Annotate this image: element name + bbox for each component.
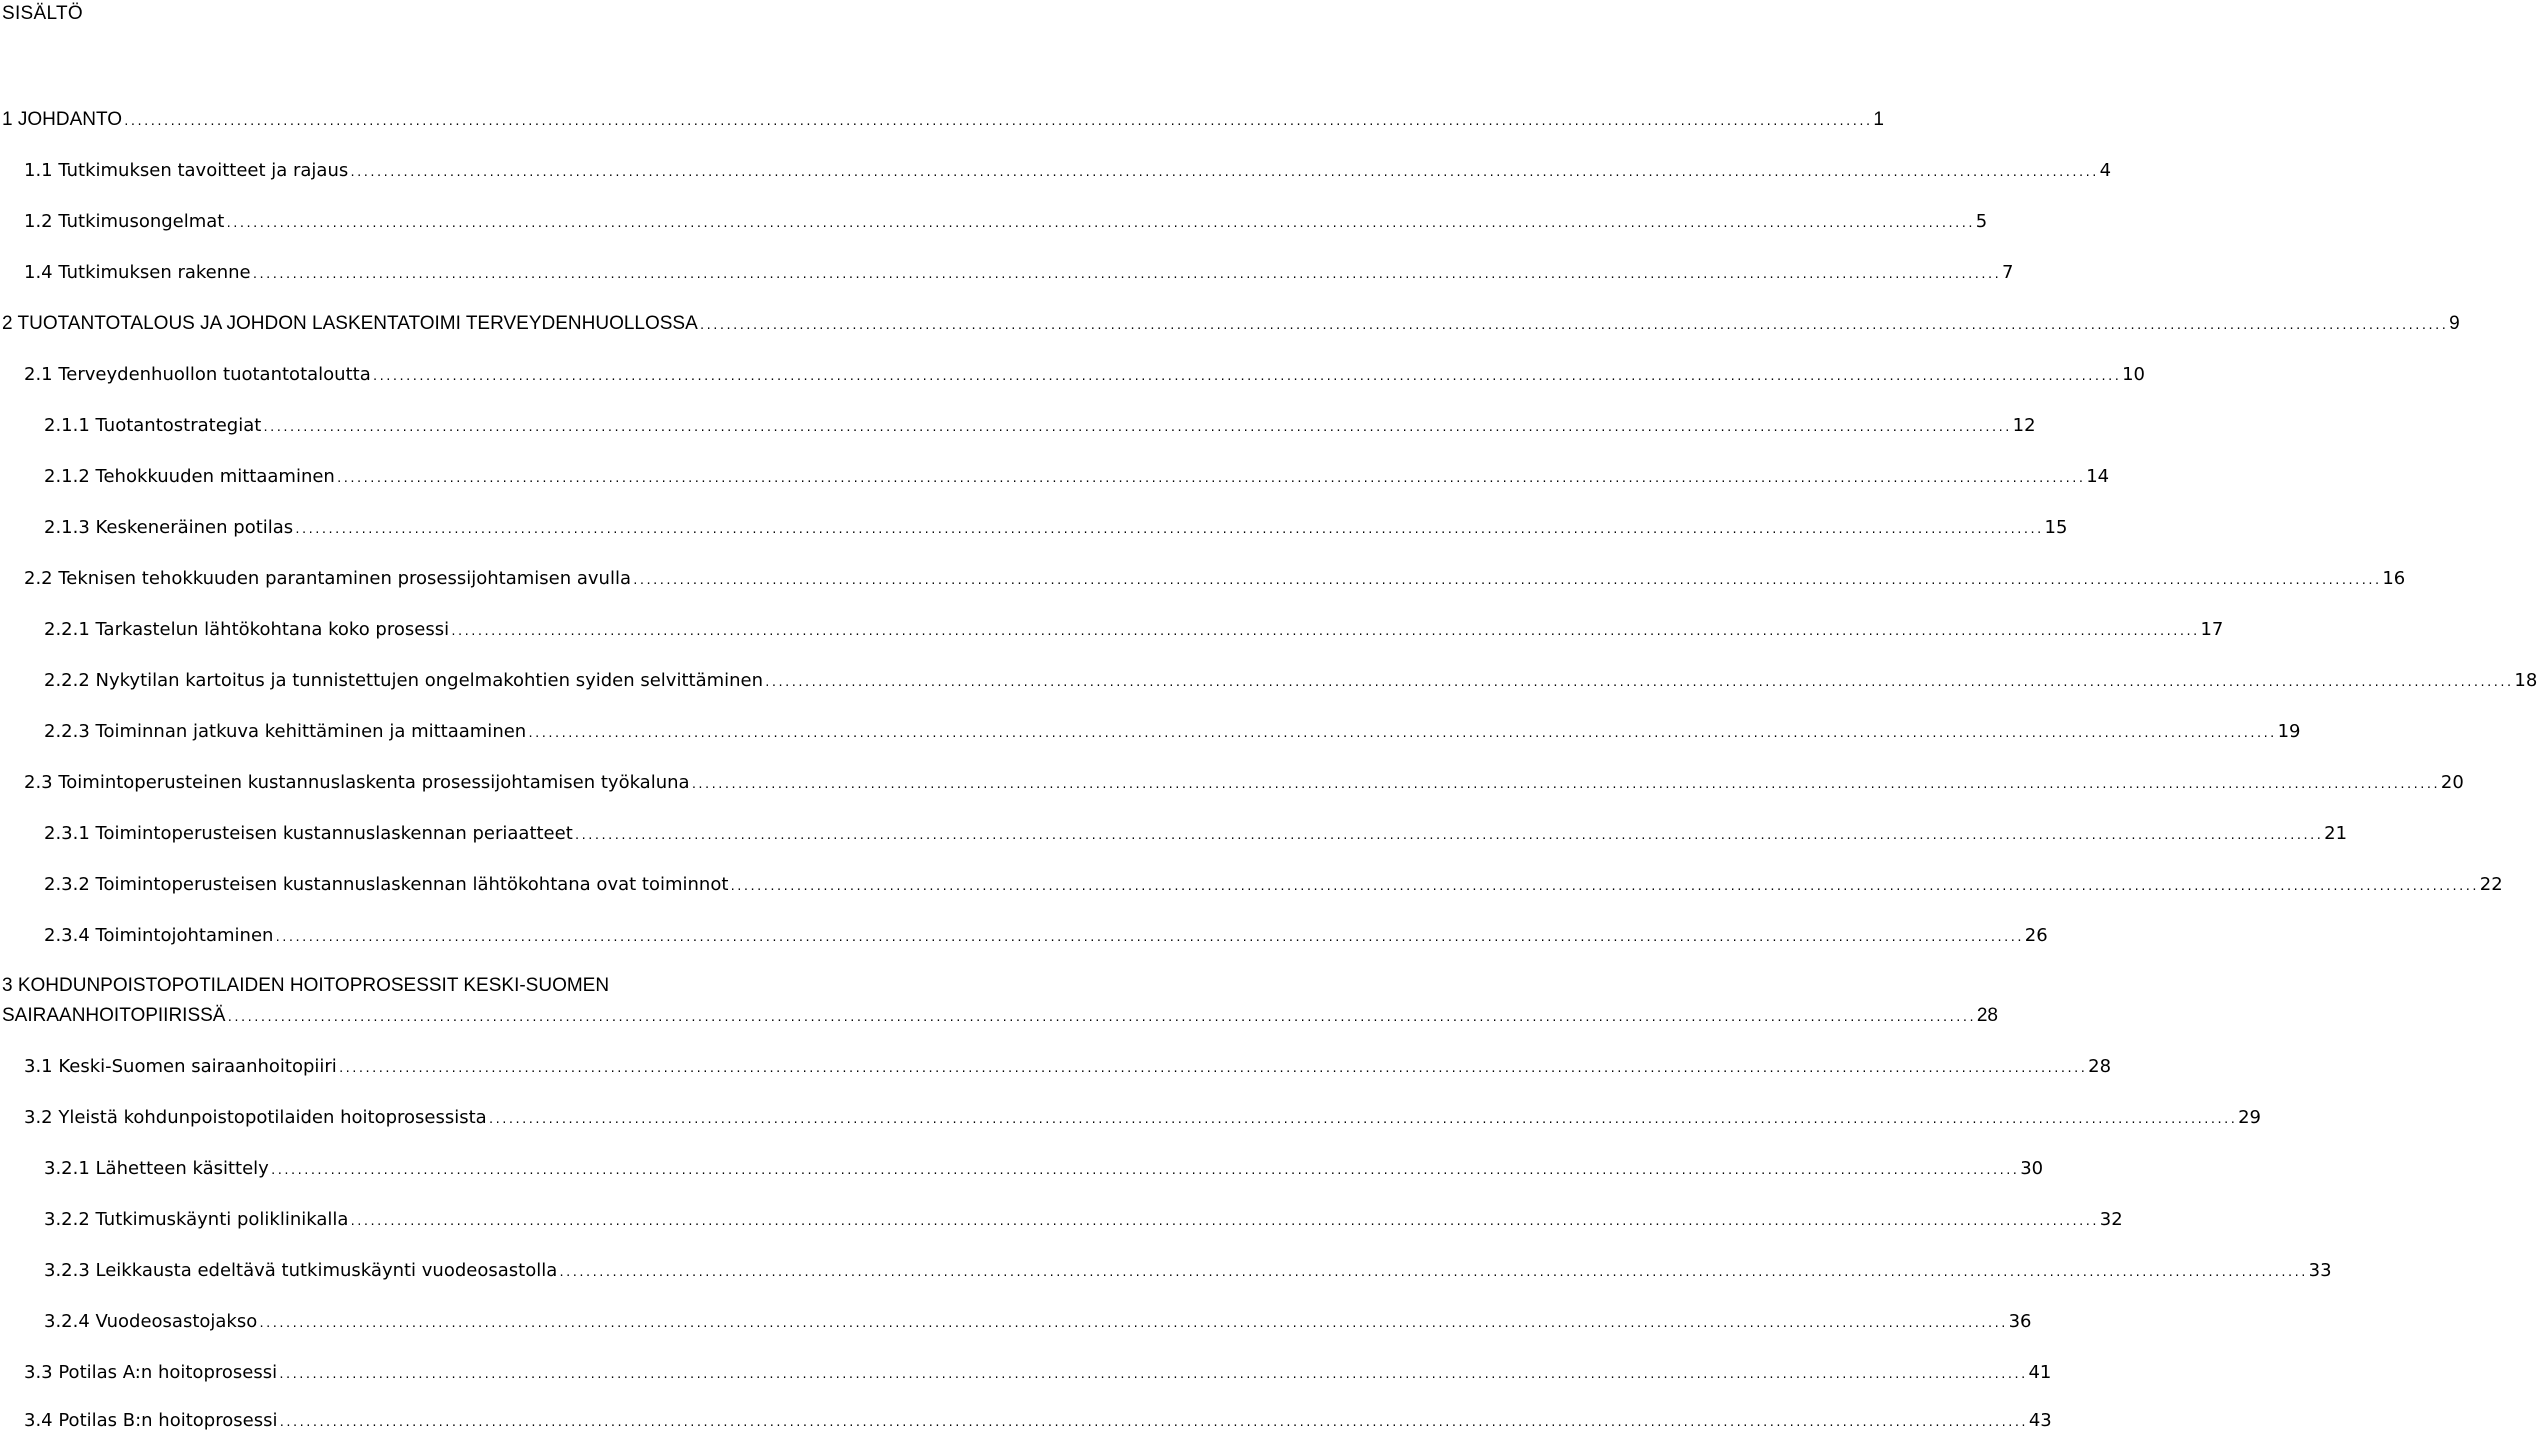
toc-dot-leader: [123, 110, 1871, 134]
toc-entry-page: 5: [1975, 211, 1988, 232]
toc-entry-page: 15: [2044, 517, 2068, 538]
toc-entry-page: 22: [2479, 874, 2503, 895]
toc-entry-title: 3.2.4 Vuodeosastojakso: [44, 1311, 258, 1332]
toc-entry-title: 2.2 Teknisen tehokkuuden parantaminen prosessijohtamisen avulla: [24, 568, 631, 589]
toc-entry-title: 3.1 Keski-Suomen sairaanhoitopiiri: [24, 1056, 337, 1077]
toc-entry-page: 21: [2324, 823, 2348, 844]
toc-entry-2-2-1[interactable]: [0, 618, 2224, 642]
toc-dot-leader: [349, 161, 2097, 185]
toc-entry-2-3-2[interactable]: [0, 873, 2503, 897]
toc-entry-3-2-3[interactable]: [0, 1259, 2332, 1283]
toc-entry-page: 17: [2200, 619, 2224, 640]
toc-dot-leader: [274, 926, 2022, 950]
toc-dot-leader: [258, 1312, 2006, 1336]
toc-entry-3-kohdunpoistopotilaiden[interactable]: [0, 974, 962, 998]
toc-dot-leader: [349, 1210, 2097, 1234]
toc-entry-title: 1 JOHDANTO: [2, 109, 123, 130]
toc-dot-leader: [338, 1057, 2086, 1081]
toc-entry-page: 10: [2122, 364, 2145, 385]
toc-entry-3-1[interactable]: [0, 1055, 2112, 1079]
toc-entry-page: 12: [2012, 415, 2036, 436]
toc-entry-title: 3.2.3 Leikkausta edeltävä tutkimuskäynti vuodeosastolla: [44, 1260, 558, 1281]
toc-entry-page: 14: [2086, 466, 2110, 487]
toc-entry-2-2[interactable]: [0, 567, 2406, 591]
toc-dot-leader: [729, 875, 2477, 899]
toc-entry-title: 3.3 Potilas A:n hoitoprosessi: [24, 1362, 278, 1383]
toc-entry-page: 36: [2008, 1311, 2032, 1332]
toc-dot-leader: [278, 1411, 2026, 1435]
toc-dot-leader: [699, 314, 2447, 338]
toc-dot-leader: [294, 518, 2042, 542]
toc-entry-3-2-4[interactable]: [0, 1310, 2032, 1334]
toc-entry-page: 1: [1873, 109, 1884, 130]
toc-entry-2-2-3[interactable]: [0, 720, 2301, 744]
toc-entry-2-tuotantotalous[interactable]: [0, 312, 2460, 336]
toc-dot-leader: [336, 467, 2084, 491]
toc-dot-leader: [450, 620, 2198, 644]
toc-entry-title: 2.1.2 Tehokkuuden mittaaminen: [44, 466, 335, 487]
toc-entry-2-3-1[interactable]: [0, 822, 2348, 846]
toc-entry-page: 9: [2449, 313, 2460, 334]
toc-entry-2-1-1[interactable]: [0, 414, 2036, 438]
toc-entry-page: 43: [2028, 1410, 2052, 1431]
toc-entry-3-3[interactable]: [0, 1361, 2052, 1385]
toc-entry-title: 1.2 Tutkimusongelmat: [24, 211, 225, 232]
toc-dot-leader: [632, 569, 2380, 593]
toc-entry-title: 2.3.4 Toimintojohtaminen: [44, 925, 274, 946]
toc-entry-title: 2.3 Toimintoperusteinen kustannuslaskenta prosessijohtamisen työkaluna: [24, 772, 690, 793]
toc-dot-leader: [226, 1006, 1974, 1030]
toc-entry-2-3[interactable]: [0, 771, 2464, 795]
toc-entry-title: 2.3.2 Toimintoperusteisen kustannuslaskennan lähtökohtana ovat toiminnot: [44, 874, 729, 895]
toc-dot-leader: [278, 1363, 2026, 1387]
toc-entry-page: 33: [2308, 1260, 2332, 1281]
toc-entry-page: 28: [2088, 1056, 2112, 1077]
toc-entry-title: 2.1 Terveydenhuollon tuotantotaloutta: [24, 364, 371, 385]
toc-entry-title: 3.4 Potilas B:n hoitoprosessi: [24, 1410, 278, 1431]
toc-entry-title: 1.1 Tutkimuksen tavoitteet ja rajaus: [24, 160, 349, 181]
toc-entry-3-2-1[interactable]: [0, 1157, 2044, 1181]
toc-entry-title: 3.2.1 Lähetteen käsittely: [44, 1158, 269, 1179]
toc-entry-title: 2.1.3 Keskeneräinen potilas: [44, 517, 294, 538]
toc-entry-title: 2.2.3 Toiminnan jatkuva kehittäminen ja mittaaminen: [44, 721, 527, 742]
toc-dot-leader: [558, 1261, 2306, 1285]
toc-dot-leader: [691, 773, 2439, 797]
toc-dot-leader: [764, 671, 2512, 695]
toc-dot-leader: [372, 365, 2120, 389]
toc-dot-leader: [262, 416, 2010, 440]
toc-entry-title: 3 KOHDUNPOISTOPOTILAIDEN HOITOPROSESSIT KESKI-SUOMEN: [2, 975, 610, 996]
toc-dot-leader: [270, 1159, 2018, 1183]
toc-entry-title: 2 TUOTANTOTALOUS JA JOHDON LASKENTATOIMI TERVEYDENHUOLLOSSA: [2, 313, 698, 334]
toc-dot-leader: [225, 212, 1973, 236]
toc-entry-3-4[interactable]: [0, 1409, 2052, 1433]
toc-entry-2-1-3[interactable]: [0, 516, 2068, 540]
toc-entry-page: 20: [2440, 772, 2464, 793]
toc-dot-leader: [252, 263, 2000, 287]
toc-entry-page: 30: [2020, 1158, 2044, 1179]
toc-entry-page: 32: [2099, 1209, 2123, 1230]
toc-entry-title: 2.2.2 Nykytilan kartoitus ja tunnistettujen ongelmakohtien syiden selvittäminen: [44, 670, 764, 691]
toc-entry-title: 3.2 Yleistä kohdunpoistopotilaiden hoitoprosessista: [24, 1107, 487, 1128]
toc-entry-3-2[interactable]: [0, 1106, 2261, 1130]
toc-entry-1-johdanto[interactable]: [0, 108, 1884, 132]
toc-dot-leader: [488, 1108, 2236, 1132]
toc-entry-title: SAIRAANHOITOPIIRISSÄ: [2, 1005, 226, 1026]
toc-entry-title: 1.4 Tutkimuksen rakenne: [24, 262, 251, 283]
toc-entry-page: 4: [2099, 160, 2112, 181]
toc-entry-page: 7: [2002, 262, 2014, 283]
toc-entry-page: 16: [2382, 568, 2406, 589]
toc-entry-page: 28: [1976, 1005, 1998, 1026]
toc-dot-leader: [527, 722, 2275, 746]
toc-entry-title: 2.2.1 Tarkastelun lähtökohtana koko prosessi: [44, 619, 450, 640]
toc-entry-2-2-2[interactable]: [0, 669, 2538, 693]
toc-entry-page: 26: [2024, 925, 2048, 946]
toc-entry-title: 2.1.1 Tuotantostrategiat: [44, 415, 262, 436]
toc-entry-title: 2.3.1 Toimintoperusteisen kustannuslaskennan periaatteet: [44, 823, 573, 844]
toc-dot-leader: [574, 824, 2322, 848]
toc-entry-page: 29: [2238, 1107, 2261, 1128]
toc-entry-page: 41: [2028, 1362, 2052, 1383]
toc-entry-3-2-2[interactable]: [0, 1208, 2123, 1232]
toc-entry-3-sairaanhoitopiirissa[interactable]: [0, 1004, 1998, 1028]
toc-heading: SISÄLTÖ: [2, 3, 83, 24]
toc-entry-1-4[interactable]: [0, 261, 2014, 285]
toc-entry-1-2[interactable]: [0, 210, 1988, 234]
toc-entry-title: 3.2.2 Tutkimuskäynti poliklinikalla: [44, 1209, 349, 1230]
toc-entry-page: 19: [2277, 721, 2301, 742]
toc-entry-2-1-2[interactable]: [0, 465, 2110, 489]
toc-entry-2-1[interactable]: [0, 363, 2145, 387]
toc-entry-1-1[interactable]: [0, 159, 2112, 183]
toc-entry-2-3-4[interactable]: [0, 924, 2048, 948]
toc-entry-page: 18: [2514, 670, 2538, 691]
